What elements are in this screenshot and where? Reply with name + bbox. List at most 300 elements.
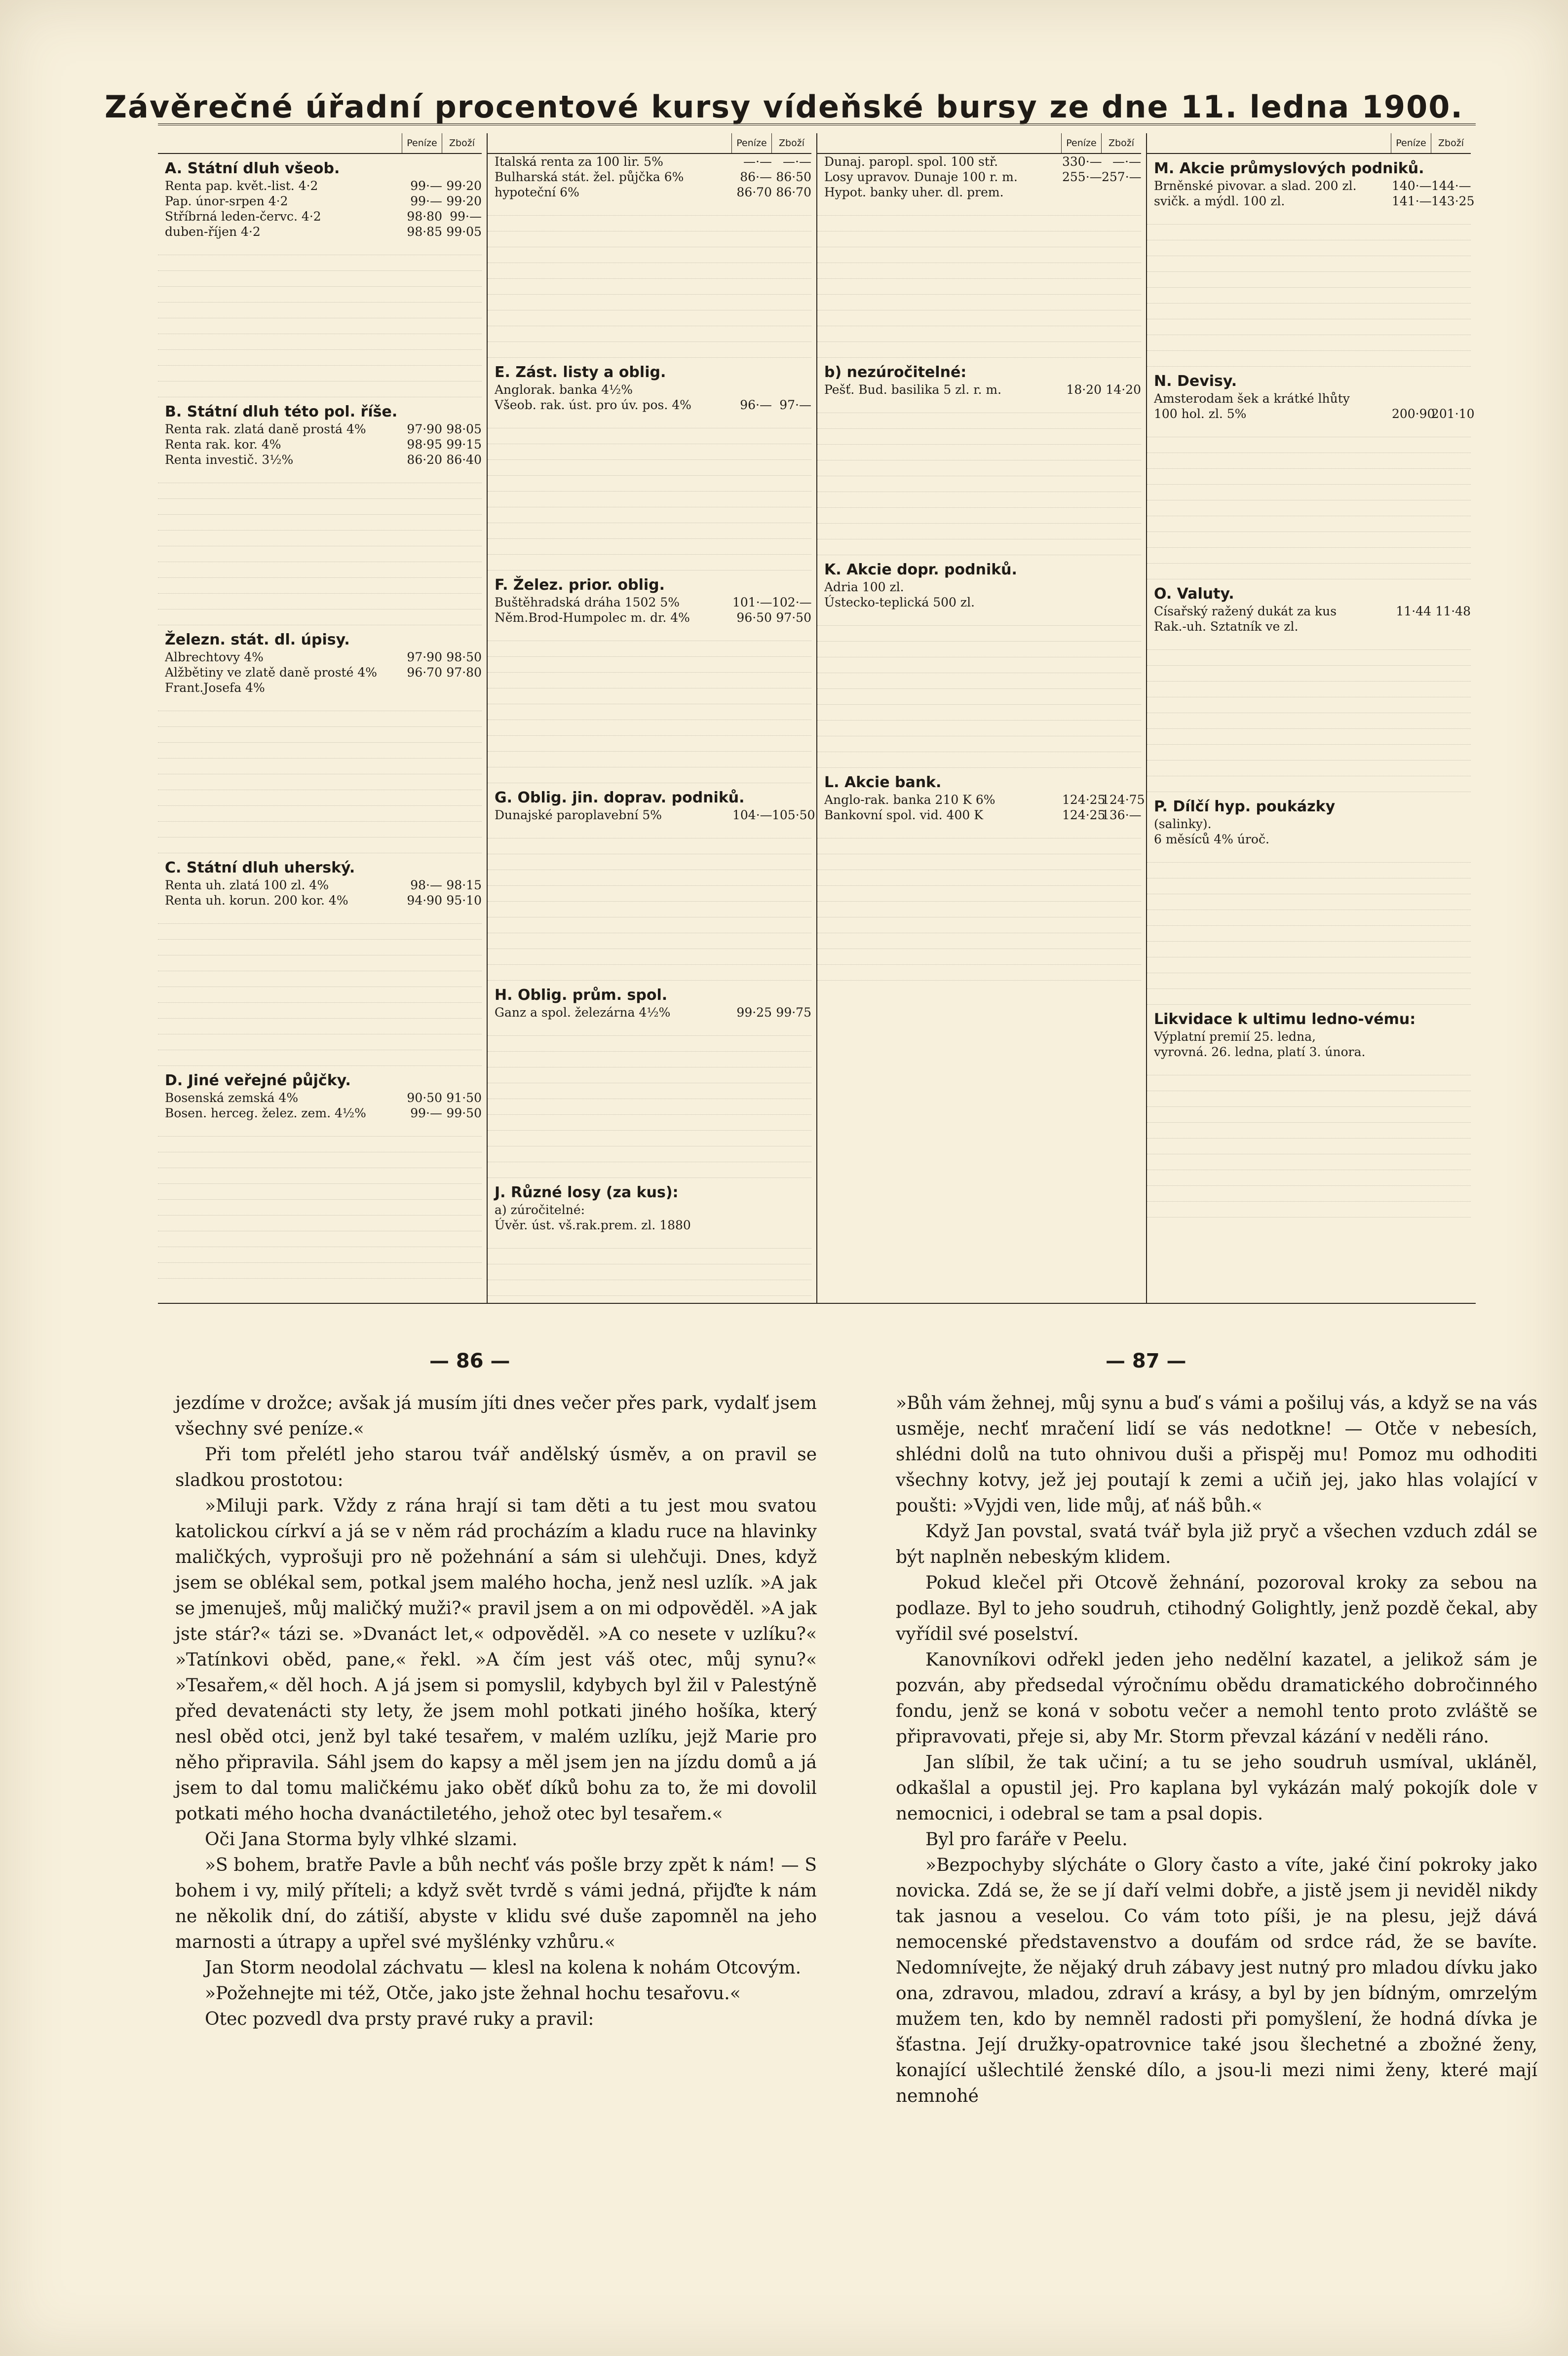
offer-value: 98·15: [446, 878, 482, 892]
offer-value: 201·10: [1431, 407, 1475, 421]
table-row-placeholder: [1147, 973, 1471, 989]
price-value: [1392, 391, 1431, 406]
table-row: [1147, 816, 1471, 832]
table-row: [1147, 193, 1475, 209]
offer-value: [1431, 619, 1471, 634]
table-row-placeholder: [488, 1280, 811, 1296]
table-row: [488, 154, 811, 169]
section-heading: A. Státní dluh všeob.: [165, 160, 340, 177]
table-row-placeholder: [1147, 1060, 1471, 1075]
paragraph: Při tom přelétl jeho starou tvář andělský úsměv, a on pravil se sladkou prostotou:: [175, 1444, 817, 1490]
table-row-placeholder: [1147, 453, 1471, 469]
table-row: [1147, 604, 1471, 619]
security-name: Hypot. banky uher. dl. prem.: [824, 185, 1004, 199]
price-value: 99·—: [410, 1106, 442, 1120]
table-row-placeholder: [488, 949, 811, 965]
table-row: [1147, 832, 1471, 847]
table-row-placeholder: [488, 1162, 811, 1178]
security-name: Stříbrná leden-červc. 4·2: [165, 209, 321, 224]
table-row: [488, 807, 815, 823]
table-row-placeholder: [488, 444, 811, 460]
offer-value: 144·—: [1431, 179, 1471, 193]
paragraph: »Bůh vám žehnej, můj synu a buď s vámi a pošiluj vás, a když se na vás usměje, nechť mračení lidí se vás nedotkne! — Otče v nebesích, shlédni dolů na tuto ohnivou duši a přispěj mu! Pomoz mu odhoditi všechny kotvy, jež jej poutají k zemi a učiň jej, jako hlas volající v poušti: »Vyjdi ven, lide můj, ať náš bůh.«: [896, 1393, 1537, 1516]
table-row: [488, 610, 811, 625]
table-row-placeholder: [158, 1168, 482, 1184]
price-value: 97·90: [407, 422, 442, 436]
paragraph: Když Jan povstal, svatá tvář byla již pryč a všechen vzduch zdál se být naplněn nebeským klidem.: [896, 1521, 1537, 1567]
security-name: Bulharská stát. žel. půjčka 6%: [495, 170, 684, 184]
table-row-placeholder: [817, 310, 1141, 326]
section-heading: E. Zást. listy a oblig.: [495, 364, 666, 381]
table-row-placeholder: [158, 515, 482, 531]
offer-value: 124·75: [1102, 793, 1145, 807]
table-row-placeholder: [1147, 760, 1471, 776]
table-row-placeholder: [1147, 1107, 1471, 1123]
price-value: 18·20: [1066, 382, 1102, 397]
column-header-offer: Zboží: [442, 133, 482, 153]
table-row-placeholder: [158, 546, 482, 562]
price-value: 86·70: [736, 185, 772, 199]
price-value: [1392, 1044, 1431, 1060]
table-row-placeholder: [488, 1131, 811, 1146]
table-row-placeholder: [488, 838, 811, 854]
table-row: [1147, 1029, 1471, 1044]
table-row-placeholder: [488, 720, 811, 736]
table-column: [816, 133, 1146, 1303]
table-row: [817, 579, 1141, 595]
table-row-placeholder: [488, 1233, 811, 1249]
table-row-placeholder: [158, 1263, 482, 1279]
security-name: Výplatní premií 25. ledna,: [1154, 1029, 1316, 1044]
table-row: [1147, 406, 1475, 421]
table-column: [487, 133, 816, 1303]
table-row: [158, 665, 482, 680]
table-row: [1147, 391, 1471, 406]
table-row-placeholder: [158, 987, 482, 1003]
table-row-placeholder: [817, 263, 1141, 279]
table-row-placeholder: [158, 1152, 482, 1168]
table-row-placeholder: [158, 483, 482, 499]
table-row-placeholder: [1147, 697, 1471, 713]
table-row-placeholder: [488, 1067, 811, 1083]
table-row-placeholder: [158, 499, 482, 515]
table-row-placeholder: [488, 625, 811, 641]
column-header-offer: Zboží: [1431, 133, 1471, 153]
table-row-placeholder: [817, 854, 1141, 870]
security-name: Italská renta za 100 lir. 5%: [495, 154, 663, 169]
paragraph: Byl pro faráře v Peelu.: [925, 1829, 1128, 1850]
table-row-placeholder: [158, 1137, 482, 1152]
offer-value: 99·—: [450, 209, 482, 224]
offer-value: [1431, 832, 1471, 847]
table-row-placeholder: [1147, 532, 1471, 548]
table-row-placeholder: [488, 1264, 811, 1280]
table-row: [488, 1202, 811, 1217]
table-row: [488, 595, 811, 610]
table-row-placeholder: [158, 318, 482, 334]
table-row-placeholder: [158, 1184, 482, 1200]
paragraph: Jan Storm neodolal záchvatu — klesl na kolena k nohám Otcovým.: [205, 1958, 802, 1978]
title-rule: [158, 123, 1476, 125]
offer-value: 97·—: [779, 398, 811, 412]
column-header: [488, 133, 811, 154]
security-name: Všeob. rak. úst. pro úv. pos. 4%: [495, 398, 691, 412]
security-name: Pešť. Bud. basilika 5 zl. r. m.: [824, 382, 1002, 397]
price-value: [1062, 185, 1102, 200]
table-row: [817, 807, 1141, 823]
offer-value: [772, 1202, 811, 1217]
table-row: [158, 1105, 482, 1121]
security-name: Amsterodam šek a krátké lhůty: [1154, 391, 1350, 406]
table-row-placeholder: [158, 255, 482, 271]
price-value: 200·90: [1392, 407, 1435, 421]
table-row-placeholder: [1147, 745, 1471, 760]
section-heading: K. Akcie dopr. podniků.: [824, 561, 1017, 578]
table-row-placeholder: [158, 1231, 482, 1247]
price-value: —·—: [743, 154, 772, 169]
table-row-placeholder: [158, 695, 482, 711]
price-value: 98·—: [410, 878, 442, 892]
table-row-placeholder: [1147, 225, 1471, 240]
table-row-placeholder: [1147, 272, 1471, 288]
table-row-placeholder: [488, 460, 811, 476]
table-row: [488, 169, 811, 185]
column-header-offer: Zboží: [1101, 133, 1141, 153]
table-row-placeholder: [488, 1020, 811, 1036]
offer-value: [772, 1217, 811, 1233]
price-value: 90·50: [407, 1091, 442, 1105]
table-row-placeholder: [488, 247, 811, 263]
table-row-placeholder: [488, 854, 811, 870]
table-row-placeholder: [1147, 1075, 1471, 1091]
table-row-placeholder: [488, 1249, 811, 1264]
security-name: Bankovní spol. vid. 400 K: [824, 808, 983, 822]
table-row-placeholder: [1147, 910, 1471, 926]
paragraph: »S bohem, bratře Pavle a bůh nechť vás pošle brzy zpět k nám! — S bohem i vy, milý příteli; a když svět tvrdě s vámi jedná, přijďte k nám ne několik dní, do zátiší, abyste v klidu své duše zapomněl na jeho marnosti a útrapy a upřel své myšlénky vzhůru.«: [175, 1855, 817, 1952]
table-row-placeholder: [488, 1146, 811, 1162]
table-row-placeholder: [1147, 437, 1471, 453]
offer-value: 86·40: [446, 453, 482, 467]
table-row-placeholder: [488, 200, 811, 216]
price-value: 99·—: [410, 179, 442, 193]
table-row-placeholder: [817, 445, 1141, 460]
table-row-placeholder: [817, 689, 1141, 705]
table-row-placeholder: [158, 350, 482, 366]
security-name: a) zúročitelné:: [495, 1203, 585, 1217]
table-row-placeholder: [488, 523, 811, 539]
offer-value: [772, 382, 811, 397]
paragraph: »Bezpochyby slýcháte o Glory často a víte, jaké činí pokroky jako novicka. Zdá se, že se jí daří velmi dobře, a jistě jsem ji neviděl nikdy tak jasnou a veselou. Co vám toto píši, je na plesu, jejž dává nemocenské představenstvo a doufám od srdce rád, že se bavíte. Nedomnívejte, že nějaký druh zábavy jest nutný pro mladou dívku jako ona, zdravou, mladou, zdraví a krásy, a byl by jen bídným, omrzelým mužem ten, kdo by nemněl radosti při pomyšlení, že hodná dívka je šťastna. Její družky-opatrovnice také jsou šlechetné a zbožné ženy, konající ušlechtilé ženské dílo, a jsou-li mezi nimi ženy, které mají nemnohé: [896, 1855, 1537, 2106]
table-row-placeholder: [1147, 776, 1471, 792]
section-heading: G. Oblig. jin. doprav. podniků.: [495, 789, 745, 806]
table-row-placeholder: [488, 1296, 811, 1303]
table-row-placeholder: [1147, 942, 1471, 957]
table-row-placeholder: [817, 413, 1141, 429]
table-row-placeholder: [817, 460, 1141, 476]
table-row-placeholder: [158, 594, 482, 609]
offer-value: 102·—: [772, 595, 812, 609]
table-row-placeholder: [158, 727, 482, 743]
table-row-placeholder: [817, 539, 1141, 555]
security-name: Brněnské pivovar. a slad. 200 zl.: [1154, 179, 1357, 193]
table-row-placeholder: [1147, 989, 1471, 1005]
offer-value: [442, 680, 482, 695]
price-value: [1062, 595, 1102, 610]
left-text-column: [175, 1391, 817, 2032]
table-row-placeholder: [817, 902, 1141, 917]
table-row: [817, 382, 1141, 397]
offer-value: 91·50: [446, 1091, 482, 1105]
offer-value: 95·10: [446, 893, 482, 908]
section-heading: J. Různé losy (za kus):: [495, 1184, 679, 1201]
table-row-placeholder: [1147, 209, 1471, 225]
table-row-placeholder: [817, 397, 1141, 413]
table-row-placeholder: [158, 1050, 482, 1066]
table-row-placeholder: [1147, 240, 1471, 256]
price-value: 99·—: [410, 194, 442, 208]
table-row-placeholder: [488, 1052, 811, 1067]
section-heading: C. Státní dluh uherský.: [165, 859, 355, 876]
security-name: Buštěhradská dráha 1502 5%: [495, 595, 680, 609]
section-heading: Likvidace k ultimu ledno-vému:: [1154, 1011, 1416, 1028]
table-row-placeholder: [1147, 1123, 1471, 1139]
table-row-placeholder: [158, 271, 482, 287]
offer-value: 97·50: [776, 610, 811, 625]
table-row: [1147, 178, 1471, 193]
page-number-right: — 87 —: [1106, 1350, 1186, 1372]
offer-value: 99·75: [776, 1005, 811, 1020]
table-row-placeholder: [158, 790, 482, 806]
price-value: [1392, 1029, 1431, 1044]
table-row-placeholder: [488, 704, 811, 720]
price-value: 96·70: [407, 665, 442, 680]
table-row-placeholder: [488, 216, 811, 231]
column-header-price: Peníze: [1391, 133, 1431, 153]
offer-value: [1102, 595, 1141, 610]
table-row-placeholder: [1147, 878, 1471, 894]
security-name: Úvěr. úst. vš.rak.prem. zl. 1880: [495, 1218, 691, 1232]
table-row-placeholder: [488, 263, 811, 279]
table-row-placeholder: [817, 216, 1141, 231]
security-name: Renta rak. kor. 4%: [165, 437, 281, 452]
table-row-placeholder: [1147, 1091, 1471, 1107]
table-row-placeholder: [158, 774, 482, 790]
table-row-placeholder: [158, 711, 482, 727]
table-row-placeholder: [1147, 1202, 1471, 1217]
table-row-placeholder: [488, 886, 811, 902]
price-value: 86·20: [407, 453, 442, 467]
security-name: Renta investič. 3½%: [165, 453, 294, 467]
price-value: 124·25: [1062, 793, 1106, 807]
column-header-price: Peníze: [731, 133, 771, 153]
table-row: [1147, 1044, 1471, 1060]
table-row: [158, 877, 482, 893]
security-name: Pap. únor-srpen 4·2: [165, 194, 288, 208]
table-row-placeholder: [817, 492, 1141, 508]
table-row-placeholder: [1147, 1170, 1471, 1186]
table-row: [817, 154, 1141, 169]
table-row-placeholder: [817, 247, 1141, 263]
table-row-placeholder: [1147, 288, 1471, 304]
offer-value: 99·20: [446, 194, 482, 208]
table-row-placeholder: [488, 1083, 811, 1099]
security-name: Bosenská zemská 4%: [165, 1091, 299, 1105]
table-row-placeholder: [1147, 351, 1471, 367]
table-row-placeholder: [1147, 1139, 1471, 1154]
table-row-placeholder: [1147, 469, 1471, 485]
right-text-column: [896, 1391, 1537, 2109]
column-header-price: Peníze: [402, 133, 442, 153]
table-row-placeholder: [158, 531, 482, 546]
table-row-placeholder: [817, 949, 1141, 965]
table-row-placeholder: [1147, 926, 1471, 942]
offer-value: [1102, 579, 1141, 595]
price-value: 140·—: [1392, 179, 1432, 193]
offer-value: 86·50: [776, 170, 811, 184]
table-row-placeholder: [817, 657, 1141, 673]
table-row-placeholder: [158, 759, 482, 774]
table-row-placeholder: [158, 1247, 482, 1263]
table-row-placeholder: [158, 806, 482, 822]
table-row-placeholder: [158, 837, 482, 853]
table-row-placeholder: [817, 870, 1141, 886]
table-row-placeholder: [158, 1200, 482, 1216]
price-value: [1392, 832, 1431, 847]
table-row-placeholder: [158, 303, 482, 318]
security-name: 100 hol. zl. 5%: [1154, 407, 1247, 421]
table-row-placeholder: [158, 578, 482, 594]
price-value: [1392, 816, 1431, 832]
table-row: [817, 169, 1141, 185]
table-row-placeholder: [488, 902, 811, 917]
security-name: Dunaj. paropl. spol. 100 stř.: [824, 154, 998, 169]
table-row-placeholder: [488, 492, 811, 507]
table-row-placeholder: [158, 822, 482, 837]
table-row-placeholder: [488, 326, 811, 342]
offer-value: [1431, 1029, 1471, 1044]
table-row: [158, 437, 482, 452]
table-row-placeholder: [488, 641, 811, 657]
column-header: [1147, 133, 1471, 154]
table-row-placeholder: [488, 965, 811, 981]
table-row-placeholder: [1147, 256, 1471, 272]
table-row: [158, 224, 482, 239]
price-value: 98·80: [407, 209, 442, 224]
table-row-placeholder: [158, 1216, 482, 1231]
security-name: Adria 100 zl.: [824, 580, 904, 594]
table-row-placeholder: [488, 555, 811, 570]
table-row-placeholder: [1147, 1186, 1471, 1202]
table-row-placeholder: [158, 1019, 482, 1034]
offer-value: 136·—: [1102, 808, 1142, 822]
column-header: [158, 133, 482, 154]
table-row-placeholder: [488, 736, 811, 752]
security-name: duben-říjen 4·2: [165, 225, 261, 239]
offer-value: 99·20: [446, 179, 482, 193]
section-heading: H. Oblig. prům. spol.: [495, 987, 668, 1004]
offer-value: 86·70: [776, 185, 811, 199]
section-heading: L. Akcie bank.: [824, 774, 942, 791]
page-title: Závěrečné úřadní procentové kursy vídeňské bursy ze dne 11. ledna 1900.: [105, 89, 1463, 125]
table-row-placeholder: [488, 752, 811, 767]
table-row-placeholder: [817, 200, 1141, 216]
price-value: 96·—: [740, 398, 772, 412]
table-row-placeholder: [817, 295, 1141, 310]
table-row-placeholder: [488, 688, 811, 704]
table-row-placeholder: [1147, 304, 1471, 319]
table-row: [158, 680, 482, 695]
table-row-placeholder: [488, 870, 811, 886]
table-row-placeholder: [488, 539, 811, 555]
table-row-placeholder: [1147, 729, 1471, 745]
table-row-placeholder: [817, 326, 1141, 342]
offer-value: 14·20: [1106, 382, 1141, 397]
security-name: Frant.Josefa 4%: [165, 681, 265, 695]
price-value: 96·50: [736, 610, 772, 625]
table-row-placeholder: [817, 231, 1141, 247]
table-row-placeholder: [488, 310, 811, 326]
table-row-placeholder: [817, 524, 1141, 539]
security-name: Renta pap. květ.-list. 4·2: [165, 179, 318, 193]
table-row-placeholder: [488, 673, 811, 688]
table-row-placeholder: [1147, 319, 1471, 335]
price-value: [403, 680, 442, 695]
table-row-placeholder: [488, 917, 811, 933]
table-row: [158, 893, 482, 908]
table-row-placeholder: [1147, 666, 1471, 682]
table-row-placeholder: [1147, 894, 1471, 910]
table-row-placeholder: [817, 642, 1141, 657]
table-row-placeholder: [488, 657, 811, 673]
table-row-placeholder: [1147, 713, 1471, 729]
price-value: 124·25: [1062, 808, 1106, 822]
table-row-placeholder: [488, 342, 811, 358]
table-row-placeholder: [488, 1099, 811, 1115]
table-row-placeholder: [158, 1034, 482, 1050]
security-name: vyrovná. 26. ledna, platí 3. února.: [1154, 1045, 1366, 1059]
table-row-placeholder: [488, 933, 811, 949]
price-value: 97·90: [407, 650, 442, 664]
table-row-placeholder: [1147, 421, 1471, 437]
table-row-placeholder: [817, 838, 1141, 854]
offer-value: [1431, 391, 1471, 406]
table-row-placeholder: [1147, 516, 1471, 532]
column-header-offer: Zboží: [771, 133, 811, 153]
page-number-left: — 86 —: [429, 1350, 510, 1372]
table-row: [817, 185, 1141, 200]
security-name: Losy upravov. Dunaje 100 r. m.: [824, 170, 1018, 184]
section-heading: P. Dílčí hyp. poukázky: [1154, 798, 1336, 815]
table-row-placeholder: [817, 823, 1141, 838]
table-row: [158, 421, 482, 437]
security-name: Ganz a spol. železárna 4½%: [495, 1005, 671, 1020]
offer-value: [1431, 816, 1471, 832]
paragraph: »Miluji park. Vždy z rána hrají si tam děti a tu jest mou svatou katolickou církví a já se v něm rád procházím a kladu ruce na hlavinky maličkých, vyprošuji pro ně požehnání a sám si ulehčuji. Dnes, když jsem se oblékal sem, potkal jsem malého hocha, jenž nesl uzlík. »A jak se jmenuješ, můj maličký muži?« pravil jsem a on mi odpověděl. »A jak jste stár?« tázi se. »Dvanáct let,« odpověděl. »A co nesete v uzlíku?« »Tatínkovi oběd, pane,« řekl. »A čím jest váš otec, můj synu?« »Tesařem,« děl hoch. A já jsem si pomyslil, kdybych byl žil v Palestýně před devatenácti sty lety, že jsem mohl potkati jiného hošíka, který nesl oběd otci, jenž byl také tesařem, v malém uzlíku, jejž Marie pro něho připravila. Sáhl jsem do kapsy a měl jsem jen na jízdu domů a já jsem to dal tomu maličkému jako oběť díků bohu za to, že mi dovolil potkati mého hocha dvanáctiletého, jehož otec byl tesařem.«: [175, 1496, 817, 1824]
table-column: [158, 133, 487, 1303]
table-row-placeholder: [488, 1036, 811, 1052]
table-row-placeholder: [158, 366, 482, 381]
table-row-placeholder: [817, 736, 1141, 752]
table-row-placeholder: [488, 823, 811, 838]
price-value: 98·85: [407, 225, 442, 239]
table-row-placeholder: [1147, 957, 1471, 973]
section-heading: b) nezúročitelné:: [824, 364, 967, 381]
security-name: Renta uh. korun. 200 kor. 4%: [165, 893, 348, 908]
table-row: [817, 595, 1141, 610]
table-row-placeholder: [1147, 847, 1471, 863]
table-row-placeholder: [817, 933, 1141, 949]
section-heading: F. Želez. prior. oblig.: [495, 576, 665, 594]
